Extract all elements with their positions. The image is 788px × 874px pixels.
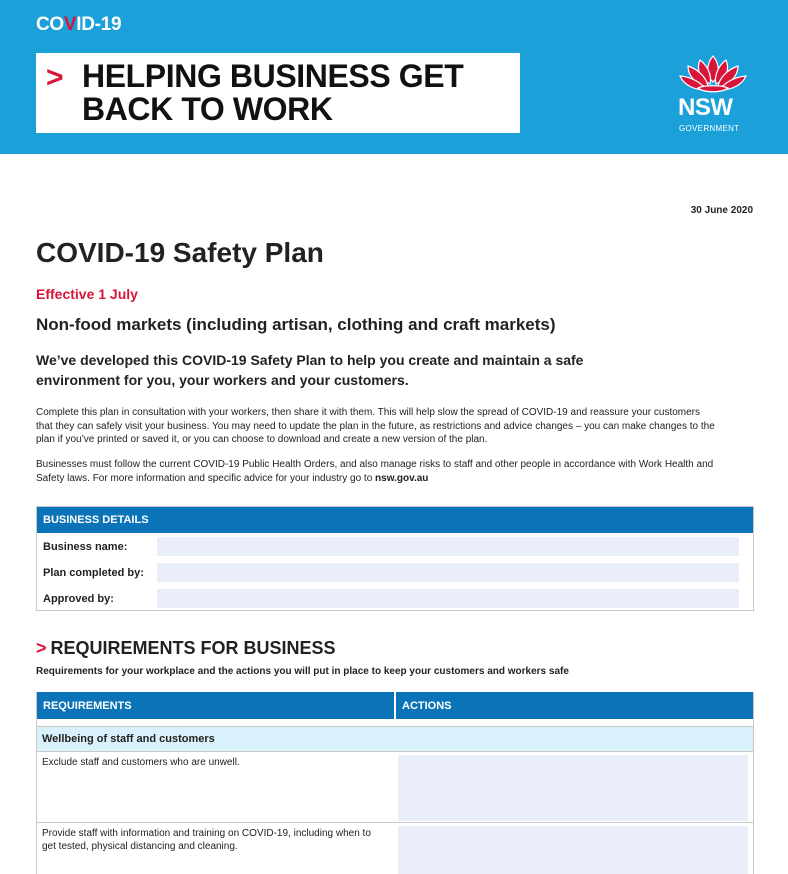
section-row-wellbeing: Wellbeing of staff and customers — [37, 726, 753, 751]
requirements-heading — [36, 638, 336, 659]
covid-tag-part: ID-19 — [76, 14, 122, 35]
table-row — [37, 822, 753, 874]
instructions-paragraph: Complete this plan in consultation with your workers, then share it with them. This will help slow the spread of COVID-19 and reassure your customers that they can safely visit your business. You may need to update the plan in the future, as restrictions and advice changes – you can make changes to the plan if you’ve printed or saved it, or you can choose to download and create a new version of the plan. — [36, 407, 715, 445]
covid-19-tag — [36, 14, 121, 36]
business-name-label: Business name: — [43, 541, 128, 553]
column-divider — [394, 692, 396, 719]
column-header-requirements: REQUIREMENTS — [43, 700, 132, 712]
business-name-row — [37, 533, 753, 559]
business-details-table — [36, 506, 754, 611]
nsw-waratah-icon — [678, 54, 748, 94]
headline: HELPING BUSINESS GET BACK TO WORK — [82, 58, 464, 127]
document-date: 30 June 2020 — [690, 205, 753, 216]
headline-box — [36, 53, 520, 133]
approved-by-field[interactable] — [157, 589, 739, 608]
nsw-government-logo — [672, 54, 756, 138]
requirements-subheading: Requirements for your workplace and the actions you will put in place to keep your customers and workers safe — [36, 666, 569, 677]
intro-statement: We’ve developed this COVID-19 Safety Plan to help you create and maintain a safe environment for you, your workers and your customers. — [36, 352, 584, 388]
covid-tag-part: CO — [36, 14, 64, 35]
action-input[interactable] — [398, 826, 748, 874]
business-details-header: BUSINESS DETAILS — [37, 507, 753, 533]
government-wordmark: GOVERNMENT — [679, 124, 740, 133]
plan-completed-by-label: Plan completed by: — [43, 567, 144, 579]
requirements-heading-text: REQUIREMENTS FOR BUSINESS — [50, 638, 336, 658]
business-name-field[interactable] — [157, 537, 739, 556]
nsw-gov-link[interactable]: nsw.gov.au — [375, 472, 429, 484]
plan-completed-by-field[interactable] — [157, 563, 739, 582]
column-header-actions: ACTIONS — [402, 700, 452, 712]
legal-text: Businesses must follow the current COVID-19 Public Health Orders, and also manage risks to staff and other people in accordance with Work Health and Safety laws. For more information and specific advice for your industry go to — [36, 459, 714, 484]
chevron-right-icon: > — [46, 61, 64, 94]
header-banner — [0, 0, 788, 154]
nsw-wordmark: NSW — [678, 94, 733, 121]
chevron-right-icon: > — [36, 638, 47, 658]
covid-tag-v: V — [63, 14, 77, 35]
plan-completed-by-row — [37, 559, 753, 585]
action-input[interactable] — [398, 755, 748, 821]
requirement-text: Provide staff with information and training on COVID-19, including when to get tested, physical distancing and cleaning. — [42, 828, 371, 852]
approved-by-label: Approved by: — [43, 593, 114, 605]
approved-by-row — [37, 585, 753, 611]
requirement-text: Exclude staff and customers who are unwell. — [42, 757, 240, 768]
requirements-table — [36, 692, 754, 874]
effective-date: Effective 1 July — [36, 286, 138, 302]
page-title: COVID-19 Safety Plan — [36, 237, 324, 268]
plan-subtitle: Non-food markets (including artisan, clothing and craft markets) — [36, 315, 556, 334]
legal-paragraph — [36, 458, 716, 485]
requirements-table-header — [37, 692, 753, 719]
table-row — [37, 751, 753, 822]
